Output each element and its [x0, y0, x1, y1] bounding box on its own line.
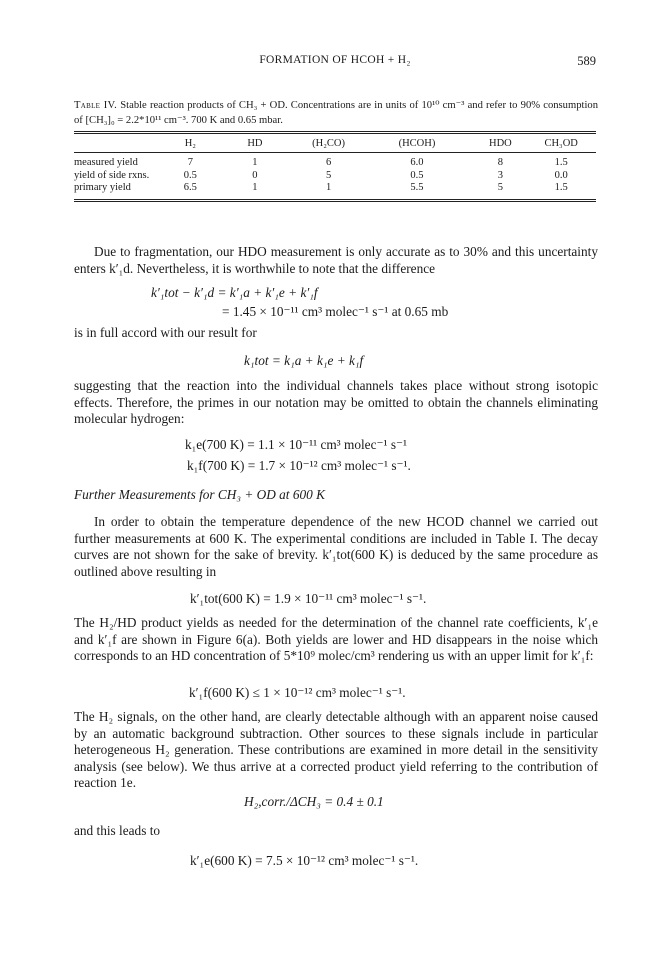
column-header-ch3od: CH₃OD — [526, 133, 596, 153]
table-header-row — [74, 133, 596, 153]
column-header-empty — [74, 133, 168, 153]
row-label: measured yield — [74, 157, 138, 168]
paragraph-fragmentation: Due to fragmentation, our HDO measurement is only accurate as to 30% and this uncertainty enters k′₁d. Nevertheless, it is worthwhile to note that the difference — [74, 244, 598, 276]
table-caption-label: Table IV. — [74, 100, 118, 111]
table-caption — [74, 99, 598, 128]
table-row — [74, 182, 596, 200]
running-title: FORMATION OF HCOH + H₂ — [259, 54, 411, 66]
table-cell: 5 — [325, 169, 332, 181]
paragraph-leads-to: and this leads to — [74, 823, 161, 838]
paragraph-temperature: In order to obtain the temperature dependence of the new HCOD channel we carried out further measurements at 600 K. The experimental conditions are included in Table I. The decay curves are not shown for the sake of brevity. k′₁tot(600 K) is deduced by the same procedure as outlined above resulting in — [74, 514, 598, 579]
table-cell: 0.5 — [410, 169, 424, 181]
column-header-hcoh: (HCOH) — [360, 133, 475, 153]
equation-difference-value: = 1.45 × 10⁻¹¹ cm³ molec⁻¹ s⁻¹ at 0.65 mb — [222, 304, 449, 319]
table-cell: 0 — [252, 169, 258, 181]
table-cell: 1.5 — [554, 157, 568, 168]
table-cell: 8 — [497, 157, 503, 168]
paragraph-isotopic: suggesting that the reaction into the individual channels takes place without strong isotopic effects. Therefore, the primes in our notation may be omitted to obtain the channels eliminating molecular hydrogen: — [74, 378, 598, 427]
equation-k1tot-600: k′₁tot(600 K) = 1.9 × 10⁻¹¹ cm³ molec⁻¹ s⁻¹. — [190, 591, 427, 606]
table-cell: 3 — [497, 169, 503, 181]
table-cell: 0.5 — [183, 169, 197, 181]
table-cell: 1.5 — [526, 182, 596, 200]
column-header-h2co: (H₂CO) — [298, 133, 360, 153]
equation-difference: k′₁tot − k′₁d = k′₁a + k′₁e + k′₁f — [151, 285, 318, 300]
paragraph-yields: The H₂/HD product yields as needed for the determination of the channel rate coefficients, k′₁e and k′₁f are shown in Figure 6(a). Both yields are lower and HD disappears in the noise which corresponds to an HD concentration of 5*10⁹ molec/cm³ rendering us with an upper limit for k′₁f: — [74, 615, 598, 664]
column-header-hdo: HDO — [474, 133, 526, 153]
paragraph-accord: is in full accord with our result for — [74, 325, 257, 340]
table-cell: 7 — [187, 157, 193, 168]
column-header-h2: H₂ — [168, 133, 212, 153]
row-label: primary yield — [74, 182, 168, 200]
table-cell: 1 — [298, 182, 360, 200]
table-cell: 6.0 — [410, 157, 424, 168]
stable-products-table — [74, 131, 596, 202]
row-label: yield of side rxns. — [74, 169, 150, 181]
table-row — [74, 170, 596, 183]
table-cell: 6.5 — [168, 182, 212, 200]
column-header-hd: HD — [212, 133, 297, 153]
equation-h2-corr: H₂,corr./ΔCH₃ = 0.4 ± 0.1 — [244, 794, 384, 809]
table-row — [74, 153, 596, 170]
paragraph-h2-signals: The H₂ signals, on the other hand, are clearly detectable although with an apparent noise caused by an automatic background subtraction. Other sources to these signals include in particular heterogeneous H₂ generation. These contributions are examined in more detail in the sensitivity analysis (see below). We thus arrive at a corrected product yield referring to the contribution of reaction 1e. — [74, 709, 598, 791]
table-cell: 5.5 — [360, 182, 475, 200]
section-heading: Further Measurements for CH₃ + OD at 600 K — [74, 487, 325, 502]
equation-k1f-700: k₁f(700 K) = 1.7 × 10⁻¹² cm³ molec⁻¹ s⁻¹. — [187, 458, 411, 473]
table-cell: 1 — [212, 182, 297, 200]
equation-k1e-700: k₁e(700 K) = 1.1 × 10⁻¹¹ cm³ molec⁻¹ s⁻¹ — [185, 437, 407, 452]
table-cell: 0.0 — [554, 169, 568, 181]
table-cell: 6 — [325, 157, 332, 168]
page-number: 589 — [577, 54, 596, 68]
table-caption-text: Stable reaction products of CH₃ + OD. Concentrations are in units of 10¹⁰ cm⁻³ and refer to 90% consumption of [CH₃]₀ = 2.2*10¹¹ cm⁻³. 700 K and 0.65 mbar. — [74, 100, 598, 126]
equation-k1tot: k₁tot = k₁a + k₁e + k₁f — [244, 353, 364, 368]
equation-k1f-600: k′₁f(600 K) ≤ 1 × 10⁻¹² cm³ molec⁻¹ s⁻¹. — [189, 685, 406, 700]
table-cell: 5 — [474, 182, 526, 200]
equation-k1e-600: k′₁e(600 K) = 7.5 × 10⁻¹² cm³ molec⁻¹ s⁻¹. — [190, 853, 419, 868]
table-cell: 1 — [252, 157, 258, 168]
